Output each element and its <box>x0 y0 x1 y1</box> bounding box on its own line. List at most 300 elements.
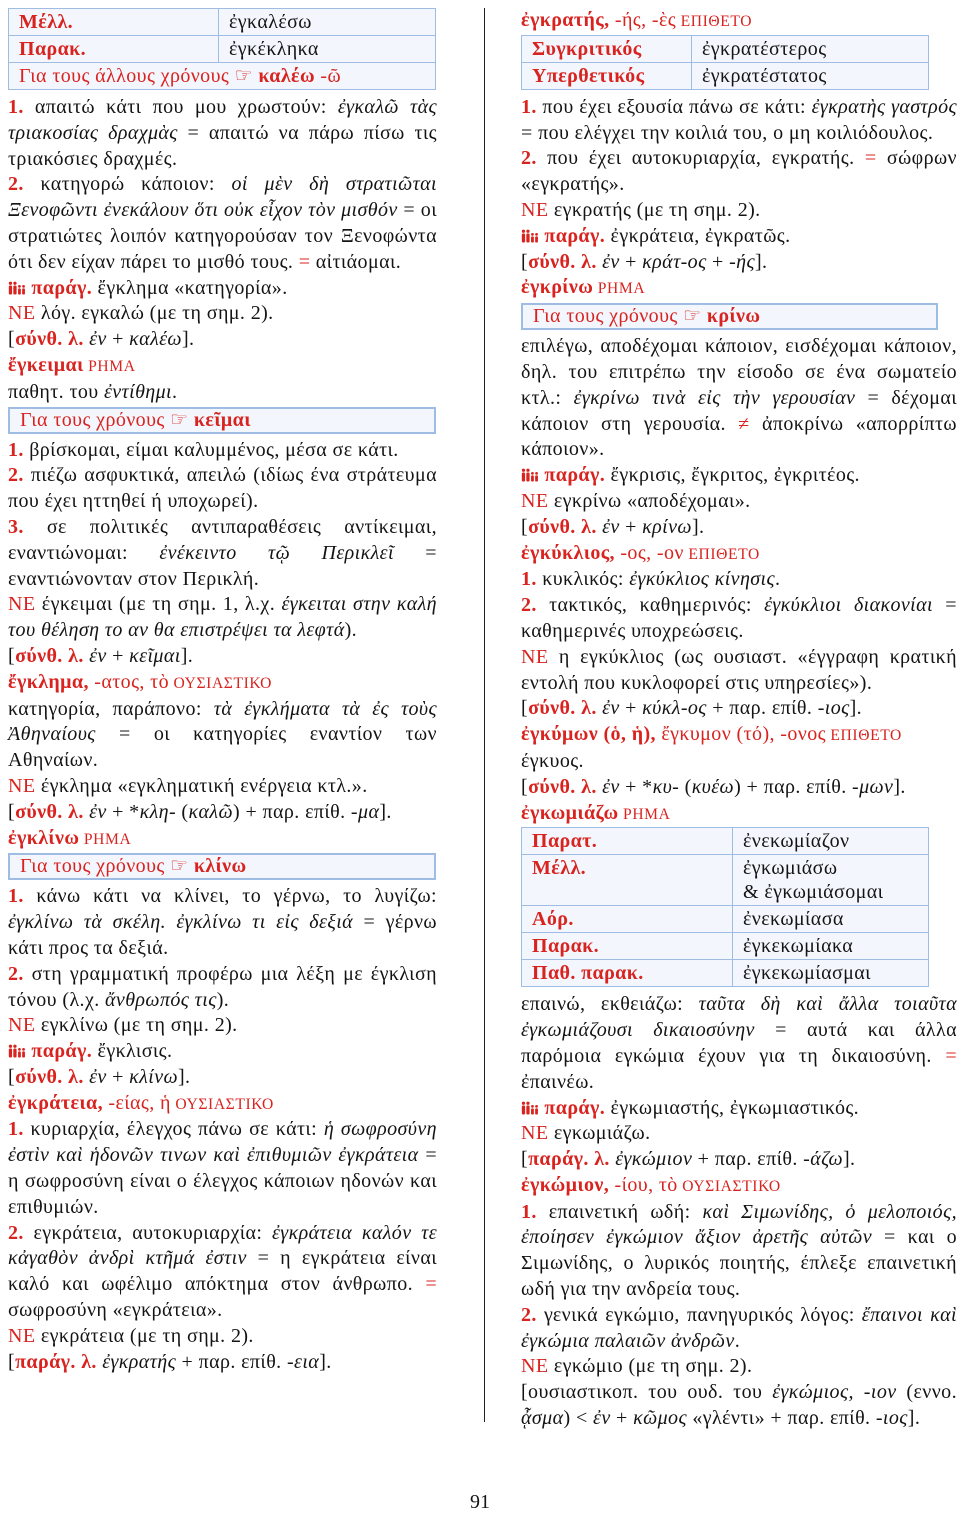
entry-text: επαινετική ωδή: <box>536 1200 703 1223</box>
greek-example: ἐγκύκλιος κίνησις <box>629 568 775 591</box>
red-label: Υπερθετικός <box>532 64 645 87</box>
entry-text: επιλέγω, αποδέχομαι κάποιον, εισδέχομαι κάποιον, δηλ. του επιτρέπω την είσοδο σε ένα σωματείο κτλ.: <box>521 335 957 409</box>
entry-text: = δέχομαι κάποιον στη γερουσία. <box>521 386 957 435</box>
entry-paragraph <box>8 515 437 592</box>
red-label: παράγ. <box>26 1040 93 1063</box>
entry-paragraph <box>8 1065 437 1091</box>
entry-paragraph <box>521 489 957 515</box>
entry-paragraph <box>8 95 437 172</box>
entry-paragraph <box>8 301 437 327</box>
greek-example: κλίνω <box>129 1065 178 1088</box>
greek-example: ἐγκρίνω τινὰ εἰς τὴν γερουσίαν <box>573 386 856 409</box>
headword: ἐγκωμιάζω <box>521 801 619 824</box>
red-label: παράγ. <box>539 224 606 247</box>
greek-example: ἐν <box>89 800 107 823</box>
part-of-speech: ΡΗΜΑ <box>83 357 136 375</box>
red-label: παράγ. <box>26 276 93 299</box>
red-label: 1. <box>8 438 24 461</box>
entry-text: [ <box>8 1350 16 1373</box>
entry-paragraph <box>521 334 957 463</box>
column-divider <box>484 8 485 1422</box>
entry-text: ) < <box>563 1407 594 1430</box>
entry-text: σώφρων «εγκρατής». <box>521 147 957 196</box>
grammar-note: Για τους χρόνους ☞ <box>533 305 707 328</box>
entry-paragraph <box>8 697 437 774</box>
greek-example: εια <box>294 1350 320 1373</box>
entry-paragraph <box>8 380 437 406</box>
part-of-speech: ΕΠΙΘΕΤΟ <box>683 545 760 563</box>
entry-text: + <box>106 1065 130 1088</box>
greek-example: άζω <box>810 1148 843 1171</box>
entry-text: που έχει εξουσία πάνω σε κάτι: <box>536 95 812 118</box>
entry-text: επαινώ, εκθειάζω: <box>521 993 699 1016</box>
greek-example: ἐν <box>89 328 107 351</box>
red-label: Μέλλ. <box>532 857 587 880</box>
right-column <box>521 8 957 1432</box>
entry-header <box>8 353 437 380</box>
entry-header <box>521 541 957 568</box>
entry-text: = γέρνω κάτι προς τα δεξιά. <box>8 911 438 959</box>
entry-paragraph <box>521 775 957 801</box>
grammar-note: Για τους χρόνους ☞ <box>20 408 194 431</box>
entry-text: απαιτώ κάτι που μου χρωστούν: <box>23 96 338 118</box>
entry-paragraph <box>8 1350 437 1376</box>
people-icon <box>8 277 26 299</box>
entry-text: πιέζω ασφυκτικά, απειλώ (ιδίως ένα στράτευμα που έχει ηττηθεί ή υποχωρεί). <box>8 464 437 513</box>
greek-example: ἄνθρωπός τις <box>105 988 217 1011</box>
red-label: Συγκριτικός <box>532 37 642 60</box>
entry-paragraph <box>8 438 437 464</box>
entry-text: αἰτιάομαι. <box>310 250 402 273</box>
entry-paragraph <box>521 749 957 775</box>
entry-text: + <box>619 515 643 538</box>
red-label: κλίνω <box>193 855 247 878</box>
entry-text: + * <box>619 775 653 798</box>
entry-paragraph <box>521 95 957 147</box>
people-icon <box>8 1040 26 1062</box>
entry-text: εγκράτεια, αυτοκυριαρχία: <box>23 1221 273 1244</box>
headword: ἐγκρατής, <box>521 9 610 31</box>
greek-example: κράτ-ος <box>642 250 707 273</box>
entry-text: ἐνεκωμίασα <box>743 908 844 931</box>
greek-example: ἐγκλίνω τὰ σκέλη. ἐγκλίνω τι εἰς δεξιά <box>8 911 354 934</box>
entry-paragraph <box>521 696 957 722</box>
table-cell <box>522 828 733 855</box>
grammar-note: = <box>425 1273 437 1296</box>
entry-text: ἐγκαλέσω <box>229 11 312 33</box>
entry-header <box>521 8 957 35</box>
entry-paragraph <box>8 172 437 275</box>
greek-example: ἐν <box>602 250 620 273</box>
red-label: Παρακ. <box>19 38 87 60</box>
entry-paragraph <box>8 276 437 302</box>
red-label: 2. <box>8 1221 24 1244</box>
greek-example: τὰ ἐγκλήματα τὰ ἐς τοὺς Ἀθηναίους <box>8 697 438 746</box>
entry-text: . <box>775 568 781 591</box>
entry-text: (εννο. <box>896 1381 957 1404</box>
greek-example: ἔπαινοι καὶ ἐγκώμια παλαιῶν ἀνδρῶν <box>521 1303 957 1352</box>
entry-paragraph <box>521 1121 957 1147</box>
entry-text-line: ἐγκωμιάσω <box>743 857 838 880</box>
grammar-note: ΝΕ <box>521 198 549 221</box>
entry-paragraph <box>8 1221 437 1324</box>
greek-example: οἱ μὲν δὴ στρατιῶται Ξενοφῶντι ἐνεκάλουν ὅτι οὐκ εἶχον τὸν μισθόν <box>8 173 437 222</box>
red-label: Αόρ. <box>532 908 574 931</box>
greek-example: κύκλ-ος <box>642 697 707 720</box>
greek-example: ἐγκώμιος, -ιον <box>772 1381 897 1404</box>
people-icon <box>521 225 539 247</box>
entry-text: έγκυος. <box>521 749 584 772</box>
entry-text: = η σωφροσύνη είναι ο έλεγχος κάποιων ηδονών και επιθυμιών. <box>8 1144 437 1218</box>
headword: ἐγκλίνω <box>8 826 80 849</box>
red-label: σύνθ. λ. <box>15 328 90 351</box>
entry-paragraph <box>521 198 957 224</box>
entry-text: ἔγκλημα «κατηγορία». <box>92 276 288 299</box>
entry-paragraph <box>521 1303 957 1355</box>
entry-text: [ <box>8 800 16 823</box>
entry-text: ἐνεκωμίαζον <box>743 830 850 853</box>
red-label: 2. <box>521 594 537 617</box>
entry-header <box>8 670 437 697</box>
entry-paragraph <box>521 1096 957 1122</box>
table-row <box>522 933 929 960</box>
entry-paragraph <box>8 800 437 826</box>
entry-text: ἐγκωμιαστής, ἐγκωμιαστικός. <box>605 1096 860 1119</box>
table-cell <box>692 35 929 62</box>
entry-text: ἔγκρισις, ἔγκριτος, ἐγκριτέος. <box>605 464 860 487</box>
greek-example: ἐγκύκλιοι διακονίαι <box>764 594 933 617</box>
grammar-note: -ος, -ον <box>614 541 684 564</box>
tenses-reference-box <box>521 303 938 330</box>
entry-text: εγκρίνω «αποδέχομαι». <box>548 489 751 512</box>
grammar-note: -ίου, τὸ <box>609 1173 678 1196</box>
entry-header <box>521 275 957 302</box>
grammar-note: = <box>864 147 877 170</box>
greek-example: ἐντίθημι <box>104 380 173 403</box>
entry-header <box>8 1091 437 1118</box>
entry-text: = καθημερινές υποχρεώσεις. <box>521 594 957 642</box>
red-label: σύνθ. λ. <box>15 644 90 667</box>
table-row <box>522 62 929 89</box>
entry-text: ]. <box>849 697 863 720</box>
red-label: σύνθ. λ. <box>528 775 603 798</box>
entry-text: ) + παρ. επίθ. - <box>734 775 860 798</box>
grammar-note: ΝΕ <box>8 1014 36 1037</box>
grammar-note: ΝΕ <box>8 302 36 325</box>
entry-paragraph <box>521 1200 957 1303</box>
entry-text: σωφροσύνη «εγκράτεια». <box>8 1299 223 1322</box>
entry-text: σε πολιτικές αντιπαραθέσεις αντίκειμαι, εναντιώνομαι: <box>8 515 437 564</box>
entry-text: ἐγκέκληκα <box>229 38 319 60</box>
entry-paragraph <box>521 1354 957 1380</box>
entry-text: εγκώμιο (με τη σημ. 2). <box>548 1355 753 1378</box>
table-row <box>9 9 436 36</box>
entry-text: εγκωμιάζω. <box>548 1122 651 1145</box>
entry-text: = εναντιώνονταν στον Περικλή. <box>8 541 437 590</box>
grammar-note: ΝΕ <box>521 645 549 668</box>
entry-text: ἔγκλισις. <box>92 1040 173 1063</box>
entry-text: γενικά εγκώμιο, πανηγυρικός λόγος: <box>536 1303 862 1326</box>
entry-text: ]. <box>691 515 705 538</box>
entry-text: + παρ. επίθ. - <box>706 697 825 720</box>
entry-text: + - <box>706 250 737 273</box>
entry-paragraph <box>8 463 437 515</box>
grammar-note: Για τους χρόνους ☞ <box>20 855 194 878</box>
table-cell <box>692 62 929 89</box>
table-cell <box>522 35 692 62</box>
table-cell <box>9 63 436 90</box>
entry-text: ( <box>679 775 692 798</box>
greek-example: ἡ σωφροσύνη ἐστὶν καὶ ἡδονῶν τινων καὶ ἐπιθυμιῶν ἐγκράτεια <box>8 1118 437 1167</box>
red-label: 1. <box>8 885 24 908</box>
table-cell <box>522 62 692 89</box>
part-of-speech: ΡΗΜΑ <box>618 805 671 823</box>
entry-text: εγκράτεια (με τη σημ. 2). <box>35 1324 254 1347</box>
red-label: σύνθ. λ. <box>15 1065 90 1088</box>
table-cell <box>733 933 929 960</box>
entry-text: κατηγορία, παράπονο: <box>8 697 214 720</box>
greek-example: κεῖμαι <box>129 644 181 667</box>
entry-paragraph <box>521 146 957 198</box>
grammar-note: -ῶ <box>315 65 342 87</box>
entry-paragraph <box>521 463 957 489</box>
entry-text: κάνω κάτι να κλίνει, το γέρνω, το λυγίζω: <box>23 885 437 908</box>
entry-text: «γλέντι» + παρ. επίθ. - <box>686 1407 883 1430</box>
red-label: Παθ. παρακ. <box>532 962 644 985</box>
red-label: κεῖμαι <box>193 408 251 431</box>
part-of-speech: ΟΥΣΙΑΣΤΙΚΟ <box>170 1095 274 1113</box>
red-label: 1. <box>521 568 537 591</box>
entry-text: ) + παρ. επίθ. - <box>232 800 358 823</box>
headword: ἐγκώμιον, <box>521 1173 610 1196</box>
red-label: 1. <box>8 96 24 118</box>
left-column <box>8 8 437 1375</box>
entry-paragraph <box>8 1324 437 1350</box>
greek-example: ᾆσμα <box>521 1407 564 1430</box>
grammar-note: = <box>945 1044 957 1067</box>
headword: ἔγκειμαι <box>8 353 84 376</box>
greek-example: ής <box>736 250 755 273</box>
entry-text: [ <box>8 1065 16 1088</box>
entry-text: = απαιτώ να πάρω πίσω τις τριακόσιες δραχμές. <box>8 121 437 170</box>
entry-text: ]. <box>842 1148 856 1171</box>
people-icon <box>521 464 539 486</box>
table-cell <box>9 9 219 36</box>
table-row <box>9 63 436 90</box>
entry-text: [ <box>521 775 529 798</box>
red-label: σύνθ. λ. <box>528 697 603 720</box>
grammar-note: -είας, ἡ <box>103 1091 171 1114</box>
tenses-reference-box <box>8 407 436 434</box>
entry-paragraph <box>8 1039 437 1065</box>
entry-paragraph <box>521 567 957 593</box>
entry-paragraph <box>8 962 437 1014</box>
red-label: 2. <box>8 962 24 985</box>
headword: ἐγκύμων (ὁ, ἡ), <box>521 723 656 746</box>
entry-text: = αυτά και άλλα παρόμοια εγκώμια έχουν για τη δικαιοσύνη. <box>521 1019 957 1067</box>
part-of-speech: ΟΥΣΙΑΣΤΙΚΟ <box>677 1177 781 1195</box>
greek-example: ἐγκρατής <box>102 1350 177 1373</box>
greek-example: ιος <box>882 1407 908 1430</box>
greek-example: ἐγκώμιον <box>615 1148 693 1171</box>
table-row <box>522 960 929 987</box>
entry-text: κυκλικός: <box>536 568 630 591</box>
entry-text: ἐγκρατέστερος <box>702 37 827 60</box>
red-label: παράγ. λ. <box>528 1148 616 1171</box>
entry-text: ]. <box>379 800 392 823</box>
headword: ἐγκρίνω <box>521 276 594 299</box>
entry-text: [ <box>8 644 16 667</box>
greek-example: ἐγκρατὴς γαστρός <box>811 95 957 118</box>
entry-text-line: & ἐγκωμιάσομαι <box>743 881 884 904</box>
grammar-note: Για τους άλλους χρόνους ☞ <box>19 65 259 87</box>
red-label: κρίνω <box>706 305 761 328</box>
entry-text: + <box>106 328 130 351</box>
entry-text: εγκρατής (με τη σημ. 2). <box>548 198 761 221</box>
entry-text: ). <box>344 619 358 642</box>
grammar-note: ΝΕ <box>521 1122 549 1145</box>
greek-example: ἐν <box>602 515 620 538</box>
table-row <box>522 906 929 933</box>
entry-text: έγκλημα «εγκληματική ενέργεια κτλ.». <box>35 774 368 797</box>
entry-text: ]. <box>181 328 195 351</box>
page-number: 91 <box>470 1491 490 1513</box>
entry-text: κατηγορώ κάποιον: <box>23 173 232 196</box>
entry-text: ἐπαινέω. <box>521 1070 595 1093</box>
greek-example: ἐγκαλῶ τὰς τριακοσίας δραχμὰς <box>8 96 437 144</box>
entry-text: βρίσκομαι, είμαι καλυμμένος, μέσα σε κάτι. <box>23 438 399 461</box>
greek-example: κρίνω <box>642 515 692 538</box>
entry-text: παθητ. του <box>8 380 104 403</box>
red-label: σύνθ. λ. <box>528 515 603 538</box>
table-cell <box>522 960 733 987</box>
greek-example: καὶ Σιμωνίδης, ὁ μελοποιός, ἐποίησεν ἐγκώμιον ἄξιον ἀρετῆς αὐτῶν <box>521 1200 957 1249</box>
table-cell <box>9 36 219 63</box>
table-cell <box>733 828 929 855</box>
entry-text: . <box>734 1329 741 1352</box>
red-label: παράγ. λ. <box>15 1350 103 1373</box>
greek-example: κυέω <box>691 775 735 798</box>
red-label: σύνθ. λ. <box>15 800 90 823</box>
table-cell <box>522 906 733 933</box>
entry-paragraph <box>521 593 957 645</box>
greek-example: ἐνέκειντο τῷ Περικλεῖ <box>159 541 394 564</box>
entry-text: = οι στρατιώτες λοιπόν κατηγορούσαν τον Ξενοφώντα ότι δεν είχαν πάρει το μισθό τους. <box>8 199 437 273</box>
greek-example: κλη- <box>139 800 177 823</box>
table-row <box>522 35 929 62</box>
red-label: σύνθ. λ. <box>528 250 603 273</box>
entry-text: στη γραμματική προφέρω μια λέξη με έγκλιση τόνου (λ.χ. <box>8 962 437 1011</box>
entry-text: ]. <box>180 644 194 667</box>
entry-header <box>521 722 957 749</box>
red-label: 3. <box>8 515 24 538</box>
greek-example: κυ- <box>652 775 680 798</box>
entry-header <box>521 1173 957 1200</box>
entry-text: + <box>619 697 643 720</box>
entry-text: λόγ. εγκαλώ (με τη σημ. 2). <box>35 302 274 325</box>
greek-example: καλῶ <box>188 800 233 823</box>
entry-text: [ <box>521 515 529 538</box>
entry-text: ]. <box>178 1065 191 1088</box>
entry-paragraph <box>8 1117 437 1220</box>
inflection-table <box>521 827 929 987</box>
table-row <box>522 855 929 906</box>
grammar-note: ΝΕ <box>8 593 36 616</box>
entry-text: έγκειμαι (με τη σημ. 1, λ.χ. <box>35 593 282 616</box>
entry-text: ]. <box>319 1350 332 1373</box>
greek-example: μων <box>859 775 894 798</box>
tenses-reference-box <box>8 853 436 880</box>
entry-text: [ <box>521 250 529 273</box>
entry-text: εγκλίνω (με τη σημ. 2). <box>35 1014 238 1037</box>
entry-text: = οι κατηγορίες εναντίον των Αθηναίων. <box>8 723 437 772</box>
headword: ἐγκύκλιος, <box>521 541 615 564</box>
red-label: 2. <box>8 464 24 487</box>
entry-text: [ <box>521 697 529 720</box>
headword: ἐγκράτεια, <box>8 1091 103 1114</box>
part-of-speech: ΡΗΜΑ <box>593 280 646 298</box>
grammar-note: ΝΕ <box>521 489 549 512</box>
part-of-speech: ΕΠΙΘΕΤΟ <box>825 727 902 745</box>
entry-paragraph <box>521 1147 957 1173</box>
red-label: παράγ. <box>539 1096 606 1119</box>
entry-paragraph <box>521 992 957 1095</box>
entry-text: ). <box>216 988 230 1011</box>
entry-paragraph <box>8 327 437 353</box>
entry-text: [ουσιαστικοπ. του ουδ. του <box>521 1381 773 1404</box>
entry-text: η εγκύκλιος (ως ουσιαστ. «έγγραφη κρατική εντολή που κυκλοφορεί στις υπηρεσίες»). <box>521 645 957 694</box>
table-cell <box>733 960 929 987</box>
entry-text: + <box>610 1407 634 1430</box>
entry-header <box>8 826 437 853</box>
entry-text: που έχει αυτοκυριαρχία, εγκρατής. <box>536 147 865 170</box>
grammar-note: -ατος, τὸ <box>88 670 170 693</box>
grammar-note: ΝΕ <box>8 1324 36 1347</box>
greek-example: ἐγκράτεια καλόν τε κἀγαθὸν ἀνδρὶ κτῆμά ἐστιν <box>8 1221 437 1270</box>
greek-example: ἐν <box>89 1065 107 1088</box>
red-label: 2. <box>521 1303 537 1326</box>
grammar-note: ≠ <box>738 412 750 435</box>
entry-text: = και ο Σιμωνίδης, ο λυρικός ποιητής, έπλεξε επαινετική ωδή για την ανδρεία τους. <box>521 1226 957 1301</box>
greek-example: έγκειται στην καλή του θέληση το αν θα επιστρέψει τα λεφτά <box>8 593 437 642</box>
red-label: 1. <box>521 1200 537 1223</box>
entry-text: + * <box>106 800 140 823</box>
red-label: Παρατ. <box>532 830 598 853</box>
table-cell <box>733 906 929 933</box>
entry-paragraph <box>8 644 437 670</box>
entry-text: ]. <box>907 1407 921 1430</box>
greek-example: ταῦτα δὴ καὶ ἄλλα τοιαῦτα ἐγκωμιάζουσι δικαιοσύνην <box>521 993 958 1042</box>
entry-text: + <box>106 644 130 667</box>
grammar-note: -ής, -ὲς <box>609 9 677 31</box>
greek-example: ἐν <box>89 644 107 667</box>
inflection-table <box>521 35 929 90</box>
people-icon <box>521 1097 539 1119</box>
greek-example: μα <box>358 800 380 823</box>
grammar-note: = <box>298 250 311 273</box>
part-of-speech: ΕΠΙΘΕΤΟ <box>676 13 753 30</box>
headword: ἔγκλημα, <box>8 670 89 693</box>
entry-paragraph <box>8 774 437 800</box>
entry-text: + παρ. επίθ. - <box>176 1350 295 1373</box>
table-cell <box>219 36 436 63</box>
entry-text: + <box>619 250 643 273</box>
table-row <box>9 36 436 63</box>
entry-text: ἐγκρατέστατος <box>702 64 827 87</box>
part-of-speech: ΡΗΜΑ <box>79 830 132 848</box>
entry-paragraph <box>8 884 437 961</box>
entry-text: ( <box>176 800 189 823</box>
